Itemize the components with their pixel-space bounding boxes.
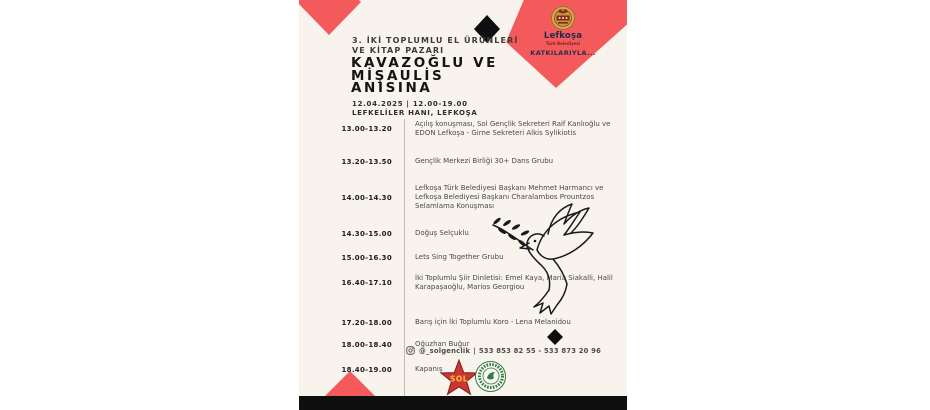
schedule-description: Lefkoşa Türk Belediyesi Başkanı Mehmet Harmancı ve Lefkoşa Belediyesi Başkanı Charalambos Prountzos Selamlama Konuşması [415,184,604,210]
title-line3: ANISINA [351,80,433,96]
contact-line [406,346,601,355]
dove-front-wing [537,212,593,259]
dove-body-side [553,259,567,284]
schedule-description: İki Toplumlu Şiir Dinletisi: Emel Kaya, Maria Siakalli, Halil Karapaşaoğlu, Marios Georgiou [415,274,613,291]
sol-star-label: SOL [449,374,469,384]
instagram-handle: @_solgenclik [419,346,471,355]
schedule-time: 13.00-13.20 [341,125,392,133]
poster-title [351,57,498,95]
schedule-time: 13.20-13.50 [341,157,392,166]
schedule-description: Doğuş Selçuklu [415,229,469,237]
schedule-time: 18.00-18.40 [341,340,392,349]
olive-leaves [492,217,530,247]
title-line1: KAVAZOĞLU VE [351,55,498,71]
peace-dove-illustration [485,203,610,315]
bottom-left-red-triangle [324,371,376,397]
schedule-time: 18.40-19.00 [341,365,392,374]
dove-breast [529,251,550,290]
edon-logo [475,361,506,392]
series-line2: VE KİTAP PAZARI [352,46,445,55]
event-datetime: 12.04.2025 | 12.00-19.00 [352,100,468,108]
municipality-name: Lefkoşa [543,31,583,41]
schedule-row [299,157,627,166]
schedule-description: Oğuzhan Buğur [415,340,470,348]
supporter-text: KATKILARIYLA... [530,49,596,57]
top-left-red-diamond [299,0,361,35]
schedule-description: Barış için İki Toplumlu Koro - Lena Melanidou [415,318,571,326]
event-poster [299,0,627,410]
event-series [352,36,518,56]
schedule-time: 16.40-17.10 [341,279,392,287]
bottom-black-bar [299,396,627,410]
schedule-time: 14.30-15.00 [341,229,392,238]
municipality-subtitle: Türk Belediyesi [545,41,581,46]
dove-eye [534,240,537,243]
schedule-description: Kapanış [415,365,443,373]
schedule-time: 15.00-16.30 [341,253,392,262]
schedule-description: Gençlik Merkezi Birliği 30+ Dans Grubu [415,157,554,165]
schedule-description: Açılış konuşması, Sol Gençlik Sekreteri Raif Kanlıoğlu ve EDON Lefkoşa - Girne Sekreteri Alkis Sylikiotis [415,120,611,137]
schedule-row [299,318,627,327]
schedule-row [299,120,627,138]
supporter-block [523,5,603,57]
schedule-description: Lets Sing Together Grubu [415,253,504,261]
schedule-time: 17.20-18.00 [341,318,392,327]
instagram-icon [406,346,415,355]
event-when-where [352,100,478,118]
schedule-time: 14.00-14.30 [341,193,392,202]
series-line1: 3. İKİ TOPLUMLU EL ÜRÜNLERİ [352,36,519,45]
dove-tail [534,284,567,314]
sol-star-logo [439,358,479,398]
municipality-seal-icon [550,5,576,31]
contact-separator: | [473,346,476,355]
contact-phones: 533 853 82 55 - 533 873 20 96 [478,346,601,355]
title-line2: MİŞAULİS [351,67,445,84]
event-venue: LEFKELİLER HANI, LEFKOŞA [352,109,478,117]
